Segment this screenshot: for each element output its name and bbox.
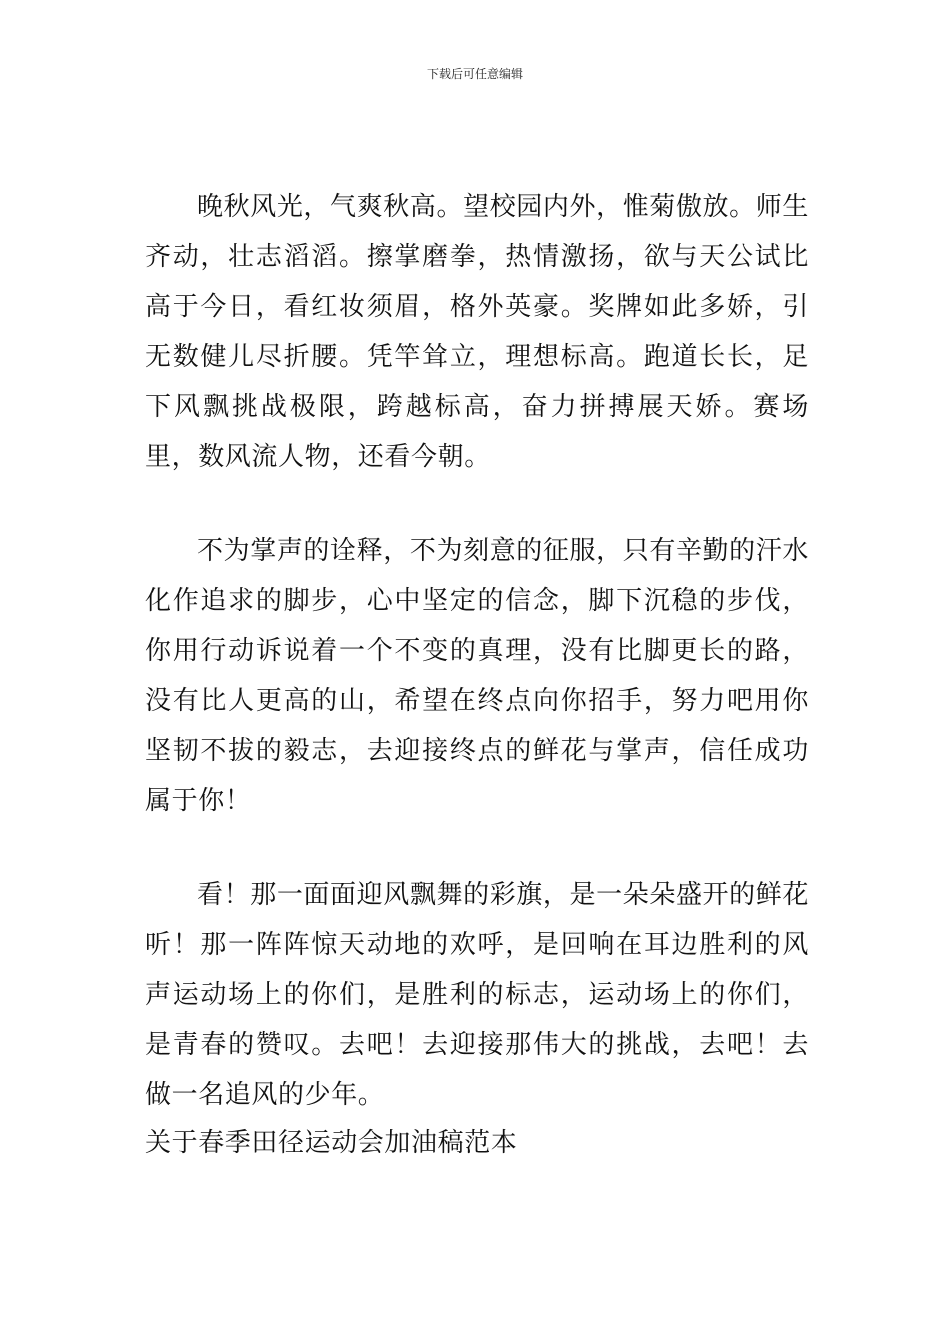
paragraph-2: 不为掌声的诠释，不为刻意的征服，只有辛勤的汗水化作追求的脚步，心中坚定的信念，脚下沉稳的步伐，你用行动诉说着一个不变的真理，没有比脚更长的路，没有比人更高的山，希望在终点向你招手，努力吧用你坚韧不拔的毅志，去迎接终点的鲜花与掌声，信任成功属于你！	[145, 536, 809, 816]
paragraph-3: 看！那一面面迎风飘舞的彩旗，是一朵朵盛开的鲜花听！那一阵阵惊天动地的欢呼，是回响在耳边胜利的风声运动场上的你们，是胜利的标志，运动场上的你们，是青春的赞叹。去吧！去迎接那伟大的挑战，去吧！去做一名追风的少年。	[145, 880, 809, 1110]
page-header: 下载后可任意编辑	[426, 67, 523, 81]
document-body	[145, 182, 809, 1120]
paragraph-1: 晚秋风光，气爽秋高。望校园内外，惟菊傲放。师生齐动，壮志滔滔。擦掌磨拳，热情激扬，欲与天公试比高于今日，看红妆须眉，格外英豪。奖牌如此多娇，引无数健儿尽折腰。凭竿耸立，理想标高。跑道长长，足下风飘挑战极限，跨越标高，奋力拼搏展天娇。赛场里，数风流人物，还看今朝。	[145, 192, 809, 472]
section-title: 关于春季田径运动会加油稿范本	[145, 1128, 518, 1158]
